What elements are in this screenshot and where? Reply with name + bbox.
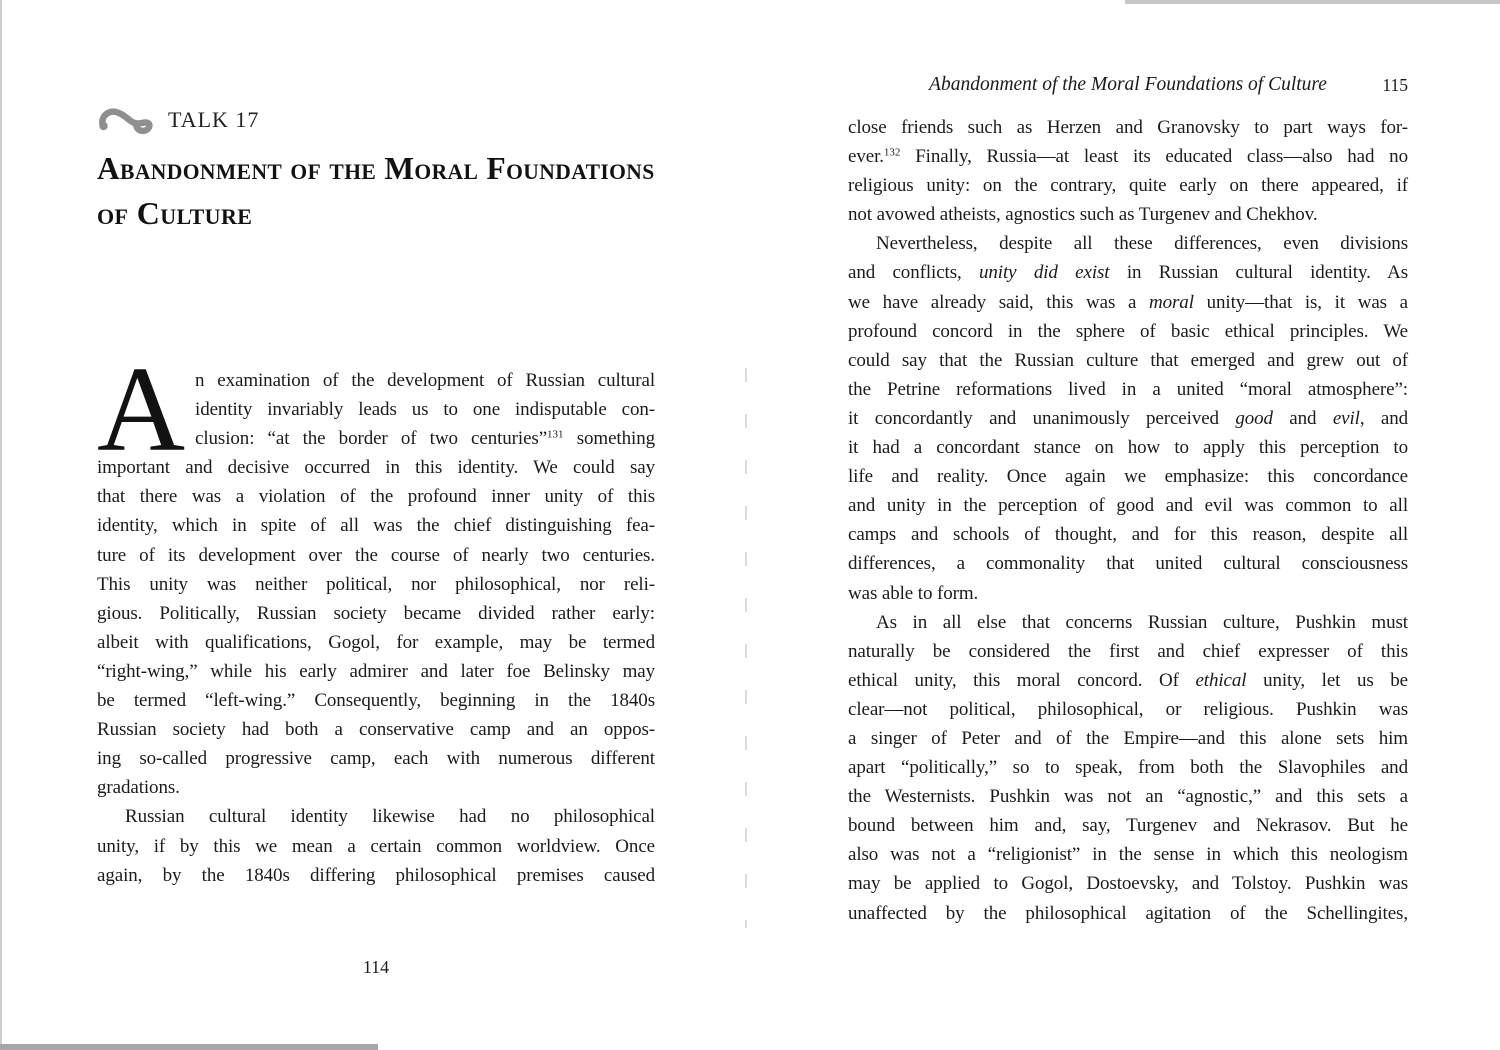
text-line xyxy=(848,346,1408,375)
text-segment: unity did exist xyxy=(979,262,1110,284)
text-segment: , and xyxy=(1359,407,1408,429)
text-segment: ethical xyxy=(1195,669,1247,691)
text-line xyxy=(848,375,1408,404)
text-segment: religious unity: on the contrary, quite early on there appeared, if xyxy=(848,175,1408,197)
text-line xyxy=(97,686,655,715)
text-line xyxy=(97,570,655,599)
text-line xyxy=(97,832,655,861)
text-segment: be termed “left-wing.” Consequently, beginning in the 1840s xyxy=(97,690,655,712)
left-page-number: 114 xyxy=(362,957,390,977)
text-segment: again, by the 1840s differing philosophical premises caused xyxy=(97,864,655,886)
right-page xyxy=(848,0,1408,1050)
text-segment: gradations. xyxy=(97,777,180,799)
paragraph xyxy=(848,229,1408,607)
running-head xyxy=(848,74,1408,100)
text-line xyxy=(97,657,655,686)
text-line xyxy=(848,782,1408,811)
text-line xyxy=(97,541,655,570)
text-line xyxy=(848,666,1408,695)
text-line xyxy=(848,491,1408,520)
text-segment: ethical unity, this moral concord. Of xyxy=(848,669,1196,691)
text-segment: important and decisive occurred in this identity. We could say xyxy=(97,457,655,479)
text-segment: something xyxy=(563,428,655,450)
left-page xyxy=(97,0,655,1050)
text-line xyxy=(97,744,655,773)
chapter-title-line1: Abandonment of the Moral Foundations xyxy=(97,150,655,186)
footnote-reference: 132 xyxy=(883,146,901,159)
text-segment: and conflicts, xyxy=(848,262,979,284)
talk-row xyxy=(97,103,655,137)
text-line xyxy=(848,433,1408,462)
text-segment: close friends such as Herzen and Granovsky to part ways for- xyxy=(848,117,1408,138)
text-segment: “right-wing,” while his early admirer and later foe Belinsky may xyxy=(97,660,655,682)
text-line xyxy=(848,811,1408,840)
text-segment: was able to form. xyxy=(848,582,979,604)
text-line xyxy=(848,549,1408,578)
text-segment: we have already said, this was a xyxy=(848,291,1149,313)
text-segment: gious. Politically, Russian society became divided rather early: xyxy=(97,602,655,624)
text-line xyxy=(97,482,655,511)
text-segment: and unity in the perception of good and evil was common to all xyxy=(848,495,1408,517)
paragraph xyxy=(97,342,655,802)
text-segment: profound concord in the sphere of basic ethical principles. We xyxy=(848,320,1408,342)
text-segment: apart “politically,” so to speak, from both the Slavophiles and xyxy=(848,757,1408,779)
text-segment: unity, let us be xyxy=(1246,669,1408,691)
text-line xyxy=(848,608,1408,637)
text-line xyxy=(848,229,1408,258)
talk-number-label: TALK 17 xyxy=(168,107,260,132)
text-segment: albeit with qualifications, Gogol, for example, may be termed xyxy=(97,631,655,653)
text-segment: identity, which in spite of all was the chief distinguishing fea- xyxy=(97,515,655,537)
text-segment: Finally, Russia—at least its educated class—also had no xyxy=(900,146,1408,168)
text-line xyxy=(848,869,1408,898)
text-segment: Nevertheless, despite all these differences, even divisions xyxy=(876,233,1408,255)
text-segment: This unity was neither political, nor philosophical, nor reli- xyxy=(97,573,655,595)
swash-ornament-icon xyxy=(97,104,155,136)
text-segment: evil xyxy=(1332,407,1360,429)
text-line xyxy=(848,840,1408,869)
footnote-reference: 131 xyxy=(547,428,564,441)
text-segment: unaffected by the philosophical agitation of the Schellingites, xyxy=(848,902,1408,924)
text-line xyxy=(97,599,655,628)
page-gutter-shadow xyxy=(745,368,747,928)
scan-edge-left xyxy=(0,0,2,1050)
right-page-number: 115 xyxy=(1382,75,1408,95)
text-line xyxy=(848,113,1408,142)
text-line xyxy=(848,462,1408,491)
text-segment: unity—that is, it was a xyxy=(1193,291,1408,313)
text-line xyxy=(848,171,1408,200)
text-segment: good xyxy=(1235,407,1273,429)
text-line xyxy=(97,802,655,831)
text-line xyxy=(848,317,1408,346)
text-line xyxy=(848,288,1408,317)
chapter-heading xyxy=(97,103,655,236)
text-line xyxy=(848,724,1408,753)
text-segment: unity, if by this we mean a certain common worldview. Once xyxy=(97,835,655,857)
text-line xyxy=(97,715,655,744)
text-segment: may be applied to Gogol, Dostoevsky, and Tolstoy. Pushkin was xyxy=(848,873,1408,895)
left-page-text xyxy=(97,342,655,890)
text-segment: clear—not political, philosophical, or religious. Pushkin was xyxy=(848,698,1408,720)
text-line xyxy=(848,142,1408,171)
paragraph xyxy=(97,802,655,889)
text-line xyxy=(848,200,1408,229)
text-line xyxy=(848,899,1408,928)
text-segment: ing so-called progressive camp, each with numerous different xyxy=(97,748,655,770)
text-segment: that there was a violation of the profound inner unity of this xyxy=(97,486,655,508)
text-segment: could say that the Russian culture that emerged and grew out of xyxy=(848,349,1408,371)
text-segment: camps and schools of thought, and for this reason, despite all xyxy=(848,524,1408,546)
text-segment: differences, a commonality that united cultural consciousness xyxy=(848,553,1408,575)
text-segment: n examination of the development of Russian cultural xyxy=(195,370,655,391)
text-segment: life and reality. Once again we emphasize: this concordance xyxy=(848,466,1408,488)
text-segment: and xyxy=(1272,407,1333,429)
text-segment: identity invariably leads us to one indisputable con- xyxy=(195,399,655,421)
text-line xyxy=(848,753,1408,782)
text-segment: moral xyxy=(1148,291,1194,313)
text-segment: in Russian cultural identity. As xyxy=(1109,262,1409,284)
text-line xyxy=(97,861,655,890)
text-line xyxy=(848,637,1408,666)
text-line xyxy=(848,404,1408,433)
text-line xyxy=(848,695,1408,724)
text-line xyxy=(97,511,655,540)
text-line xyxy=(848,520,1408,549)
text-segment: not avowed atheists, agnostics such as Turgenev and Chekhov. xyxy=(848,204,1318,226)
text-segment: Russian cultural identity likewise had no philosophical xyxy=(125,806,655,828)
text-segment: also was not a “religionist” in the sense in which this neologism xyxy=(848,844,1408,866)
paragraph xyxy=(848,608,1408,928)
text-line xyxy=(848,579,1408,608)
text-segment: Russian society had both a conservative camp and an oppos- xyxy=(97,719,655,741)
text-segment: it concordantly and unanimously perceived xyxy=(848,407,1236,429)
text-line xyxy=(97,773,655,802)
paragraph xyxy=(848,113,1408,229)
chapter-title-line2: of Culture xyxy=(97,195,253,231)
text-segment: the Petrine reformations lived in a united “moral atmosphere”: xyxy=(848,378,1408,400)
text-segment: clusion: “at the border of two centuries” xyxy=(195,428,548,450)
running-head-title: Abandonment of the Moral Foundations of Culture xyxy=(929,74,1327,95)
right-page-text xyxy=(848,113,1408,928)
text-line xyxy=(97,453,655,482)
text-segment: bound between him and, say, Turgenev and Nekrasov. But he xyxy=(848,815,1408,837)
text-line xyxy=(97,628,655,657)
text-segment: a singer of Peter and of the Empire—and this alone sets him xyxy=(848,727,1408,749)
text-segment: it had a concordant stance on how to apply this perception to xyxy=(848,437,1408,459)
text-line xyxy=(848,258,1408,287)
chapter-title xyxy=(97,146,655,236)
text-segment: the Westernists. Pushkin was not an “agnostic,” and this sets a xyxy=(848,786,1408,808)
text-segment: ever. xyxy=(848,146,884,168)
text-segment: As in all else that concerns Russian culture, Pushkin must xyxy=(876,611,1408,633)
text-segment: naturally be considered the first and chief expresser of this xyxy=(848,640,1408,662)
text-segment: ture of its development over the course of nearly two centuries. xyxy=(97,544,655,566)
drop-cap: A xyxy=(97,342,186,477)
